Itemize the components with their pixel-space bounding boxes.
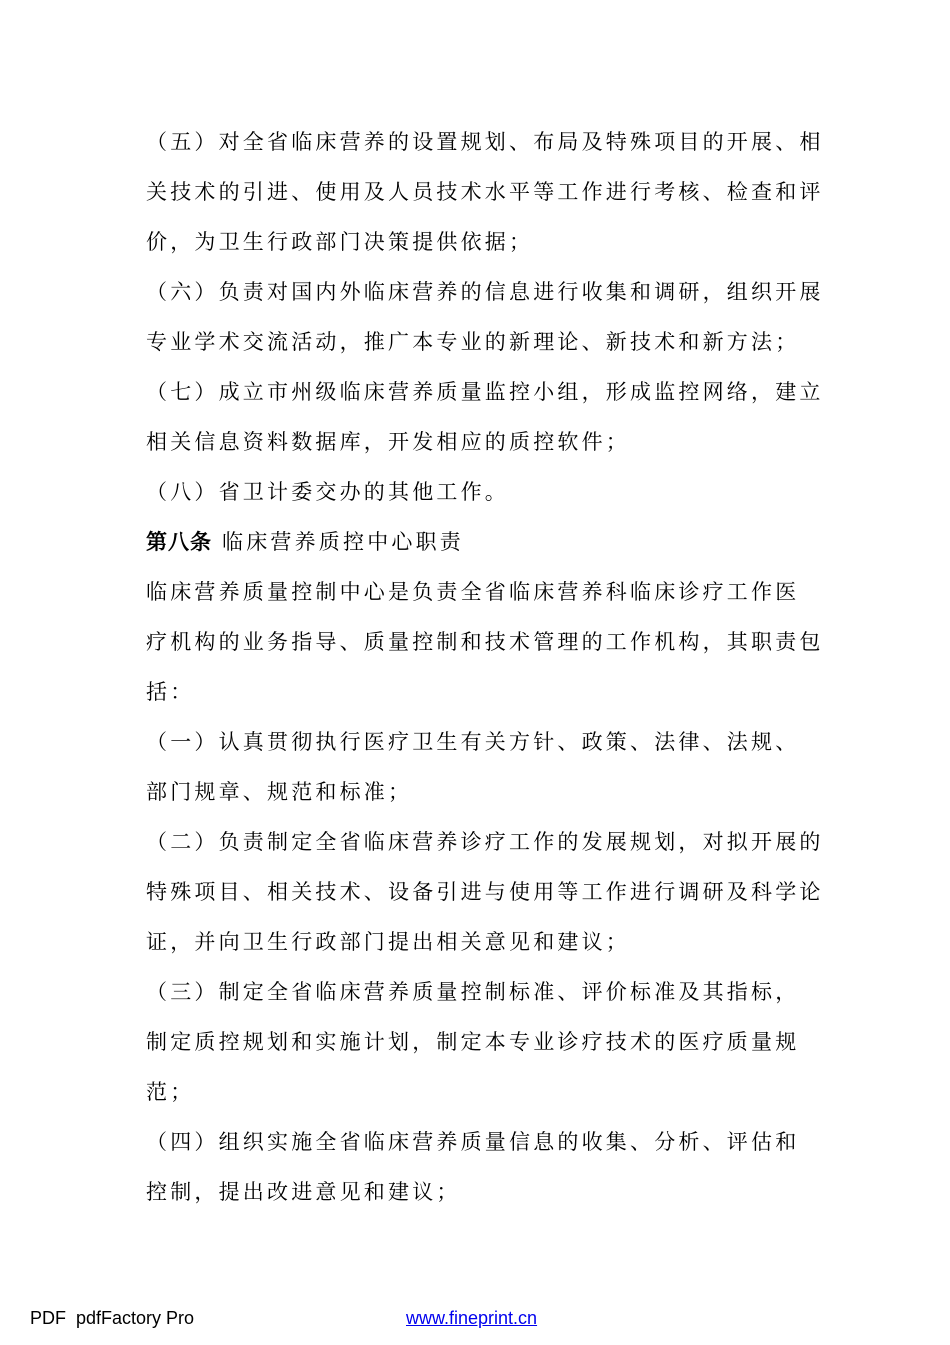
text-line: （五）对全省临床营养的设置规划、布局及特殊项目的开展、相 [146, 130, 824, 154]
text-line: 证，并向卫生行政部门提出相关意见和建议； [146, 930, 630, 954]
text-line: 范； [146, 1080, 195, 1104]
text-line: 临床营养质量控制中心是负责全省临床营养科临床诊疗工作医 [146, 580, 800, 604]
footer-watermark-text: PDF pdfFactory Pro [30, 1308, 195, 1328]
text-line: 专业学术交流活动，推广本专业的新理论、新技术和新方法； [146, 330, 800, 354]
text-line: （二）负责制定全省临床营养诊疗工作的发展规划，对拟开展的 [146, 830, 824, 854]
article-heading [146, 528, 464, 556]
text-line: （八）省卫计委交办的其他工作。 [146, 480, 509, 504]
text-line: 制定质控规划和实施计划，制定本专业诊疗技术的医疗质量规 [146, 1030, 800, 1054]
article-label: 第八条 [146, 529, 212, 554]
text-line: 疗机构的业务指导、质量控制和技术管理的工作机构，其职责包 [146, 630, 824, 654]
text-line: （一）认真贯彻执行医疗卫生有关方针、政策、法律、法规、 [146, 730, 800, 754]
footer-link[interactable]: www.fineprint.cn [406, 1308, 538, 1328]
text-line: 控制，提出改进意见和建议； [146, 1180, 461, 1204]
text-line: 括： [146, 680, 195, 704]
text-line: 相关信息资料数据库，开发相应的质控软件； [146, 430, 630, 454]
text-line: 特殊项目、相关技术、设备引进与使用等工作进行调研及科学论 [146, 880, 824, 904]
text-line: 部门规章、规范和标准； [146, 780, 413, 804]
text-line: （四）组织实施全省临床营养质量信息的收集、分析、评估和 [146, 1130, 800, 1154]
text-line: 关技术的引进、使用及人员技术水平等工作进行考核、检查和评 [146, 180, 824, 204]
text-line: （三）制定全省临床营养质量控制标准、评价标准及其指标， [146, 980, 800, 1004]
text-line: （六）负责对国内外临床营养的信息进行收集和调研，组织开展 [146, 280, 824, 304]
article-title: 临床营养质控中心职责 [222, 530, 464, 554]
text-line: 价，为卫生行政部门决策提供依据； [146, 230, 534, 254]
text-line: （七）成立市州级临床营养质量监控小组，形成监控网络，建立 [146, 380, 824, 404]
